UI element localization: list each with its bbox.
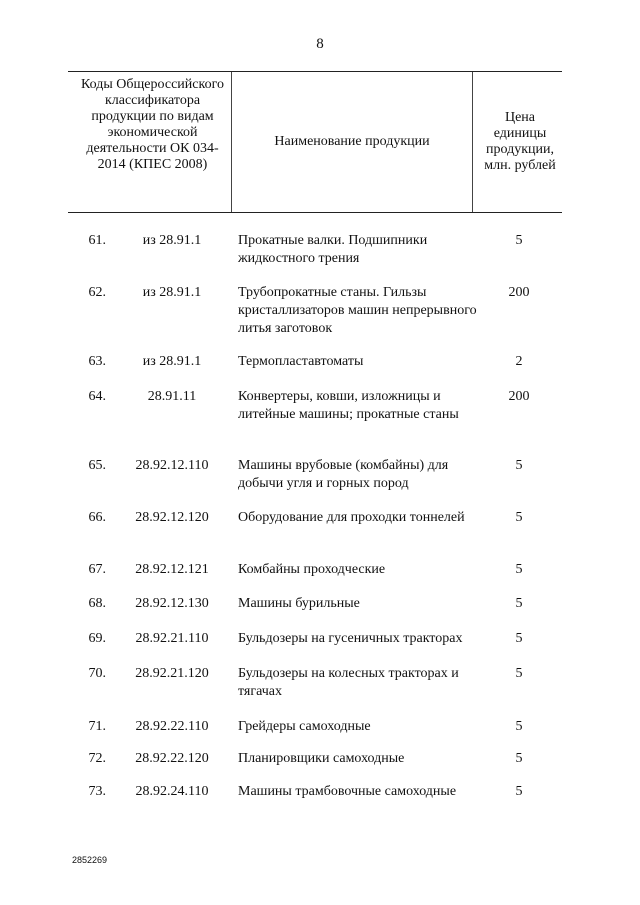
row-number: 70. — [88, 666, 106, 681]
row-number: 67. — [88, 562, 106, 577]
row-product-name: Термопластавтоматы — [238, 354, 364, 369]
row-number: 61. — [88, 233, 106, 248]
row-number: 66. — [88, 510, 106, 525]
row-code: 28.92.24.110 — [135, 784, 209, 799]
row-price: 2 — [515, 354, 523, 369]
row-product-name: Грейдеры самоходные — [238, 719, 371, 734]
row-code: 28.92.22.110 — [135, 719, 209, 734]
page-number: 8 — [316, 36, 324, 52]
row-number: 72. — [88, 751, 106, 766]
row-number: 65. — [88, 458, 106, 473]
row-price: 5 — [515, 233, 523, 248]
header-divider-left — [231, 72, 232, 212]
row-code: 28.92.21.110 — [135, 631, 209, 646]
row-price: 5 — [515, 631, 523, 646]
row-code: из 28.91.1 — [142, 285, 202, 300]
row-code: 28.91.11 — [147, 389, 197, 404]
row-code: из 28.91.1 — [142, 233, 202, 248]
row-price: 5 — [515, 784, 523, 799]
row-product-name: Комбайны проходческие — [238, 562, 386, 577]
row-price: 200 — [508, 285, 530, 300]
header-codes: Коды Общероссийского классификатора продукции по видам экономической деятельности ОК 034-2014 (КПЕС 2008) — [81, 77, 224, 172]
table-top-rule — [68, 71, 562, 72]
row-product-name: Прокатные валки. Подшипники жидкостного трения — [238, 233, 428, 266]
row-product-name: Бульдозеры на колесных тракторах и тягачах — [238, 666, 459, 699]
row-product-name: Планировщики самоходные — [238, 751, 405, 766]
row-code: 28.92.12.121 — [135, 562, 209, 577]
row-price: 5 — [515, 666, 523, 681]
row-code: 28.92.21.120 — [135, 666, 209, 681]
row-number: 68. — [88, 596, 106, 611]
header-price: Цена единицы продукции, млн. рублей — [484, 110, 556, 173]
row-number: 63. — [88, 354, 106, 369]
row-number: 69. — [88, 631, 106, 646]
row-code: 28.92.12.130 — [135, 596, 209, 611]
row-code: из 28.91.1 — [142, 354, 202, 369]
row-number: 73. — [88, 784, 106, 799]
row-product-name: Оборудование для проходки тоннелей — [238, 510, 465, 525]
row-product-name: Трубопрокатные станы. Гильзы кристаллизаторов машин непрерывного литья заготовок — [238, 285, 477, 336]
row-code: 28.92.12.120 — [135, 510, 209, 525]
row-code: 28.92.22.120 — [135, 751, 209, 766]
row-price: 5 — [515, 562, 523, 577]
row-product-name: Машины бурильные — [238, 596, 360, 611]
row-number: 64. — [88, 389, 106, 404]
row-price: 5 — [515, 510, 523, 525]
header-divider-right — [472, 72, 473, 212]
table-header-rule — [68, 212, 562, 213]
row-price: 5 — [515, 719, 523, 734]
row-price: 5 — [515, 596, 523, 611]
row-number: 71. — [88, 719, 106, 734]
row-price: 5 — [515, 751, 523, 766]
row-price: 200 — [508, 389, 530, 404]
document-id: 2852269 — [72, 855, 108, 865]
row-code: 28.92.12.110 — [135, 458, 209, 473]
row-number: 62. — [88, 285, 106, 300]
row-price: 5 — [515, 458, 523, 473]
row-product-name: Бульдозеры на гусеничных тракторах — [238, 631, 463, 646]
header-product-name: Наименование продукции — [274, 134, 430, 149]
row-product-name: Машины трамбовочные самоходные — [238, 784, 457, 799]
row-product-name: Конвертеры, ковши, изложницы и литейные машины; прокатные станы — [238, 389, 459, 422]
row-product-name: Машины врубовые (комбайны) для добычи угля и горных пород — [238, 458, 449, 491]
